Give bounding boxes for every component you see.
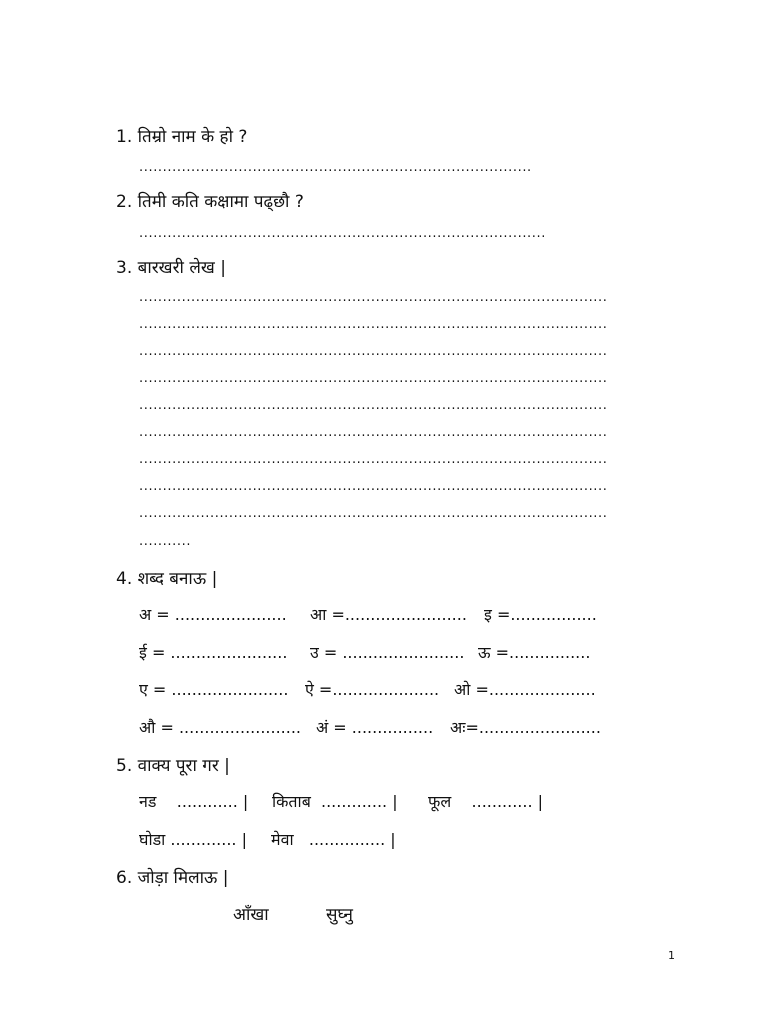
word-cell: अः=........................ [450, 718, 601, 737]
question-3-answer-line: ........... [139, 534, 192, 549]
page-number: 1 [668, 949, 675, 962]
question-3-label: 3. बारखरी लेख | [116, 258, 226, 278]
match-word: आँखा [233, 905, 269, 925]
question-5-label: 5. वाक्य पूरा गर | [116, 756, 230, 776]
question-3-answer-line: ................................................................................................... [139, 290, 608, 305]
sentence-cell: फूल ............ | [428, 792, 544, 811]
question-3-answer-line: ................................................................................................... [139, 371, 608, 386]
question-3-answer-line: ................................................................................................... [139, 479, 608, 494]
word-cell: ई = ....................... [139, 643, 288, 662]
question-3-answer-line: ................................................................................................... [139, 506, 608, 521]
sentence-cell: घोडा ............. | [139, 830, 247, 849]
question-3-answer-line: ................................................................................................... [139, 344, 608, 359]
sentence-cell: नड ............ | [139, 792, 249, 811]
word-cell: ए = ....................... [139, 680, 289, 699]
question-1-label: 1. तिम्रो नाम के हो ? [116, 127, 248, 147]
sentence-cell: मेवा ............... | [271, 830, 396, 849]
word-cell: अं = ................ [316, 718, 434, 737]
question-3-answer-line: ................................................................................................... [139, 398, 608, 413]
word-cell: आ =........................ [310, 605, 467, 624]
word-cell: इ =................. [484, 605, 597, 624]
sentence-cell: किताब ............. | [272, 792, 398, 811]
question-2-label: 2. तिमी कति कक्षामा पढ्छौ ? [116, 192, 304, 212]
question-3-answer-line: ................................................................................................... [139, 317, 608, 332]
word-cell: उ = ........................ [310, 643, 465, 662]
word-cell: औ = ........................ [139, 718, 302, 737]
question-1-answer-line: ................................................................................... [139, 160, 532, 175]
word-cell: ऊ =................ [478, 643, 591, 662]
word-cell: अ = ...................... [139, 605, 287, 624]
question-4-label: 4. शब्द बनाऊ | [116, 569, 218, 589]
question-6-label: 6. जोड़ा मिलाऊ | [116, 868, 229, 888]
word-cell: ऐ =..................... [305, 680, 440, 699]
match-word: सुघ्नु [326, 905, 353, 925]
question-3-answer-line: ................................................................................................... [139, 452, 608, 467]
question-3-answer-line: ................................................................................................... [139, 425, 608, 440]
word-cell: ओ =..................... [454, 680, 596, 699]
question-2-answer-line: ...................................................................................... [139, 226, 546, 241]
